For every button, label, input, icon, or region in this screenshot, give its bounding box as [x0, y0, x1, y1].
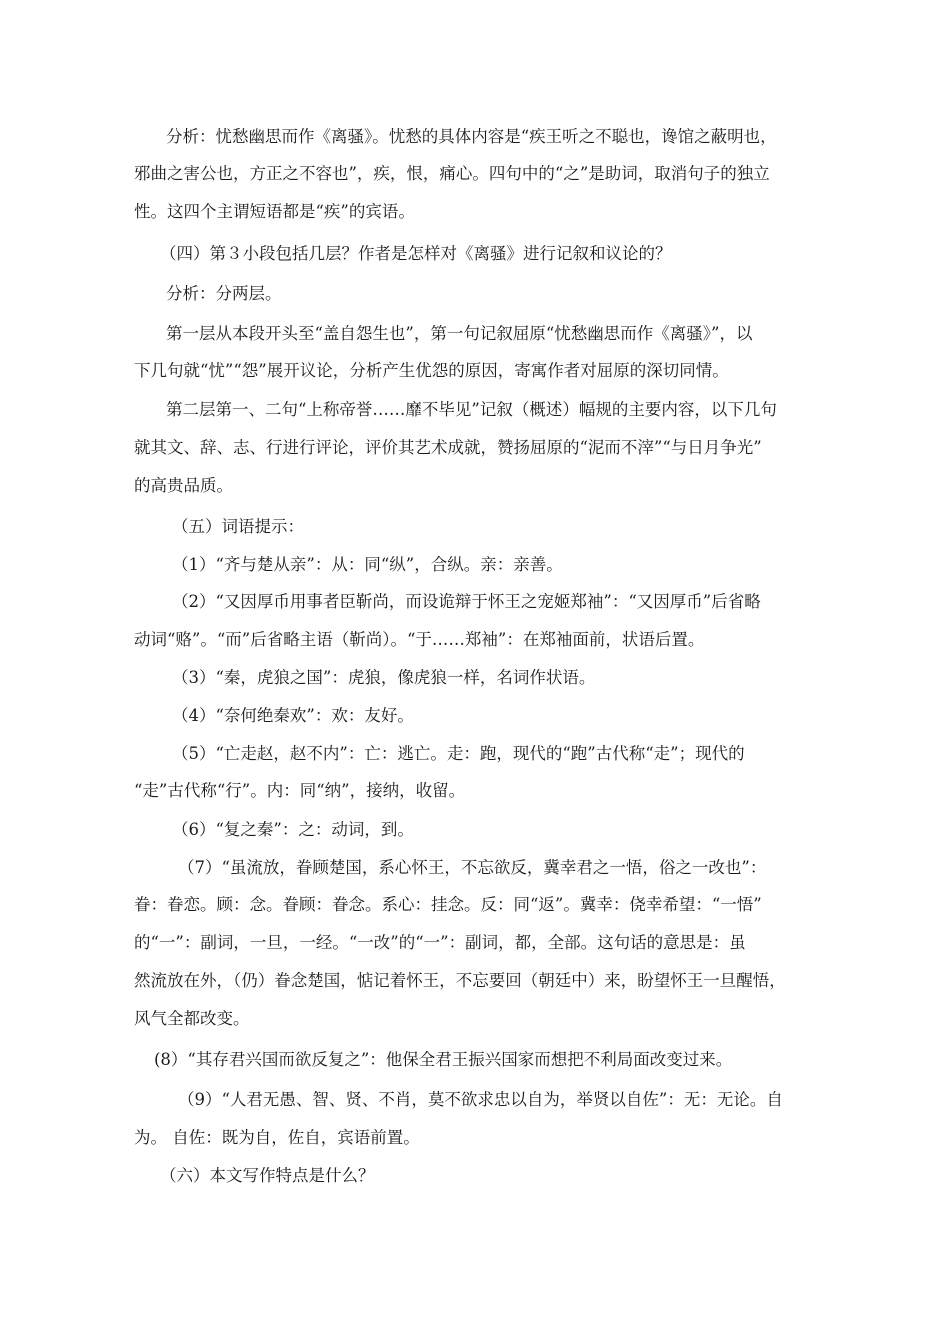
text-line: 然流放在外，（仍）眷念楚国，惦记着怀王，不忘要回（朝廷中）来，盼望怀王一旦醒悟， — [134, 971, 786, 990]
vocab-item: (8）“其存君兴国而欲反复之”：他保全君王振兴国家而想把不利局面改变过来。 — [154, 1050, 733, 1069]
vocab-item: （3）“秦，虎狼之国”：虎狼，像虎狼一样，名词作状语。 — [172, 668, 596, 687]
text-line: 就其文、辞、志、行进行评论，评价其艺术成就，赞扬屈原的“泥而不滓”“与日月争光” — [134, 438, 762, 457]
section-question: （四）第３小段包括几层？作者是怎样对《离骚》进行记叙和议论的？ — [160, 244, 672, 263]
text-line: 的“一”：副词，一旦，一经。“一改”的“一”：副词，都，全部。这句话的意思是：虽 — [134, 933, 746, 952]
text-line: 分析：分两层。 — [166, 284, 282, 303]
text-line: 第二层第一、二句“上称帝誉……靡不毕见”记叙（概述）幅规的主要内容，以下几句 — [166, 400, 777, 419]
text-line: 为。 自佐：既为自，佐自，宾语前置。 — [134, 1128, 420, 1147]
vocab-item: （1）“齐与楚从亲”：从：同“纵”，合纵。亲：亲善。 — [172, 555, 563, 574]
text-line: 性。这四个主谓短语都是“疾”的宾语。 — [134, 202, 415, 221]
section-heading: （五）词语提示： — [172, 517, 304, 536]
text-line: “走”古代称“行”。内：同“纳”，接纳，收留。 — [134, 781, 466, 800]
text-line: 第一层从本段开头至“盖自怨生也”，第一句记叙屈原“忧愁幽思而作《离骚》”，以 — [166, 324, 753, 343]
text-line: 的高贵品质。 — [134, 476, 233, 495]
vocab-item: （6）“复之秦”：之：动词，到。 — [172, 820, 414, 839]
vocab-item: （2）“又因厚币用事者臣靳尚，而设诡辩于怀王之宠姬郑袖”：“又因厚币”后省略 — [172, 592, 761, 611]
vocab-item: （9）“人君无愚、智、贤、不肖，莫不欲求忠以自为，举贤以自佐”：无：无论。自 — [178, 1090, 783, 1109]
section-question: （六）本文写作特点是什么？ — [160, 1166, 375, 1185]
text-line: 分析：忧愁幽思而作《离骚》。忧愁的具体内容是“疾王听之不聪也，谗馆之蔽明也， — [166, 127, 777, 146]
vocab-item: （4）“奈何绝秦欢”：欢：友好。 — [172, 706, 414, 725]
text-line: 下几句就“忧”“怨”展开议论，分析产生优怨的原因，寄寓作者对屈原的深切同情。 — [134, 361, 729, 380]
text-line: 眷：眷恋。顾：念。眷顾：眷念。系心：挂念。反：同“返”。冀幸：侥幸希望：“一悟” — [134, 895, 762, 914]
vocab-item: （7）“虽流放，眷顾楚国，系心怀王，不忘欲反，冀幸君之一悟，俗之一改也”： — [178, 858, 767, 877]
vocab-item: （5）“亡走赵，赵不内”：亡：逃亡。走：跑，现代的“跑”古代称“走”；现代的 — [172, 744, 745, 763]
text-line: 邪曲之害公也，方正之不容也”，疾，恨，痛心。四句中的“之”是助词，取消句子的独立 — [134, 164, 770, 183]
text-line: 动词“赂”。“而”后省略主语（靳尚）。“于……郑袖”：在郑袖面前，状语后置。 — [134, 630, 705, 649]
text-line: 风气全都改变。 — [134, 1009, 250, 1028]
